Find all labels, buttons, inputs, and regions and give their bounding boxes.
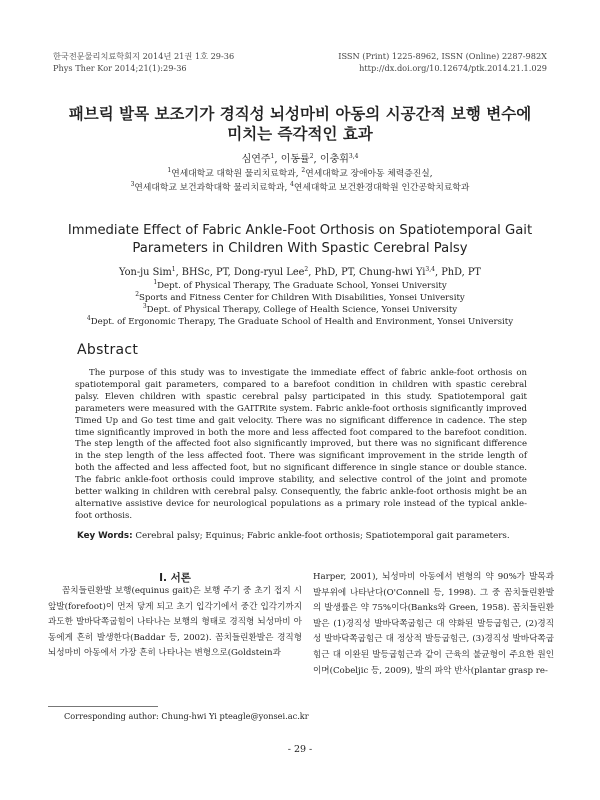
affil-sup: 1 [153,279,158,286]
corresponding-author-footnote: Corresponding author: Chung-hwi Yi pteagle@yonsei.ac.kr [64,711,309,721]
english-title [0,222,600,258]
intro-right-column: Harper, 2001), 뇌성마비 아동에서 변형의 약 90%가 발목과 발부위에 나타난다(O'Connell 등, 1998). 그 중 꼼치들린환발의 발생률은 약 75%이다(Banks와 Green, 1958). 꼼치들린환발은 (1)경직성 발바닥쪽굽힘근 대 약화된 발등굽힘근, (2)경직성 발바닥쪽굽힘근 대 정상적 발등굽힘근, (3)경직성 발바닥쪽굽힘근 대 이완된 발등굽힘근과 같이 근육의 불균형이 주요한 원인이며(Cobeljic 등, 2009), 발의 파악 반사(plantar grasp re- [313,572,554,676]
keywords [77,530,527,542]
affil-sup: 1 [167,167,172,174]
author-3-degrees: , PhD, PT [434,267,481,278]
english-authors [0,266,600,280]
affil-text: Dept. of Physical Therapy, The Graduate School, Yonsei University [157,281,447,291]
issn-line: ISSN (Print) 1225-8962, ISSN (Online) 2287-982X [338,51,547,61]
author-1-sup: 1 [270,153,275,160]
korean-affil-line1 [0,167,600,181]
affil-sup: 4 [290,181,294,188]
author-2-sup: 2 [309,153,314,160]
affil-text: Sports and Fitness Center for Children With Disabilities, Yonsei University [139,293,465,303]
author-3-sup: 3,4 [348,153,359,160]
affil-text: 연세대학교 대학원 물리치료학과, [171,169,302,179]
footnote-divider [48,706,158,707]
english-author-3: Chung-hwi Yi [359,267,426,278]
english-author-2: Dong-ryul Lee [233,267,305,278]
page-number: - 29 - [287,744,313,755]
affil-sup: 2 [301,167,306,174]
journal-citation-english: Phys Ther Kor 2014;21(1):29-36 [53,63,187,73]
author-2-degrees: , PhD, PT, [308,267,360,278]
korean-authors: 심연주$^1$, 이동률$^2$, 이충휘$^{3,4}$ [241,153,359,165]
korean-title-line2: 미치는 즉각적인 효과 [227,125,373,143]
section-heading-introduction: Ⅰ. 서론 [159,572,191,584]
affil-text: Dept. of Ergonomic Therapy, The Graduate School of Health and Environment, Yonsei University [90,317,514,327]
korean-affil-line2 [0,181,600,195]
english-affil-1 [0,280,600,292]
doi-link[interactable]: http://dx.doi.org/10.12674/ptk.2014.21.1.029 [359,63,547,73]
intro-left-column: 꼼치들린환발 보행(equinus gait)은 보행 주기 중 초기 접지 시 앞발(forefoot)이 먼저 닿게 되고 초기 입각기에서 중간 입각기까지 과도한 발바닥쪽굽힘이 나타나는 보행의 형태로 경직형 뇌성마비 아동에게 흔히 발생한다(Baddar 등, 2002). 꼼치들린환발은 경직형 뇌성마비 아동에서 가장 흔히 나타나는 변형으로(Goldstein과 [48,586,302,659]
english-affiliations [0,280,600,328]
affil-text: 연세대학교 보건환경대학원 인간공학치료학과 [293,183,470,193]
author-1-sup: 1 [171,266,176,273]
affil-sup: 3 [130,181,135,188]
keywords-list: Cerebral palsy; Equinus; Fabric ankle-foot orthosis; Spatiotemporal gait parameters. [132,531,510,541]
affil-sup: 2 [135,291,140,298]
affil-text: Dept. of Physical Therapy, College of Health Science, Yonsei University [146,305,458,315]
author-2-sup: 2 [304,266,309,273]
english-author-1: Yon-ju Sim [119,267,172,278]
affil-sup: 3 [142,303,147,310]
keywords-label: Key Words: [77,531,133,541]
korean-title [0,104,600,144]
korean-title-line1: 패브릭 발목 보조기가 경직성 뇌성마비 아동의 시공간적 보행 변수에 [68,105,532,123]
affil-sup: 4 [86,315,91,322]
abstract-body: The purpose of this study was to investigate the immediate effect of fabric ankle-foot orthosis on spatiotemporal gait parameters, compared to a barefoot condition in children with spastic cerebral palsy. Eleven children with spastic cerebral palsy participated in this study. Spatiotemporal gait parameters were measured with the GAITRite system. Fabric ankle-foot orthosis significantly improved Timed Up and Go test time and gait velocity. There was no significant difference in cadence. The step time significantly improved in both the more and less affected foot compared to the barefoot condition. The step length of the affected foot also significantly improved, but there was no significant difference in the step length of the less affected foot. There was significant improvement in the stride length of both the affected and less affected foot, but no significant difference in single stance or double stance. The fabric ankle-foot orthosis could improve stability, and selective control of the joint and promote better walking in children with cerebral palsy. Consequently, the fabric ankle-foot orthosis might be an alternative assistive device for neurological populations as a primary role instead of the typical ankle-foot orthosis. [75,368,527,521]
english-affil-4 [0,316,600,328]
korean-author-3: 이충휘 [319,154,349,165]
journal-header-right [338,50,547,74]
english-title-line1: Immediate Effect of Fabric Ankle-Foot Orthosis on Spatiotemporal Gait [67,223,533,238]
english-title-line2: Parameters in Children With Spastic Cerebral Palsy [132,241,468,256]
korean-author-2: 이동률 [280,154,310,165]
affil-text: 연세대학교 장애아동 체력증진실, [305,169,433,179]
journal-citation-korean: 한국전문물리치료학회지 2014년 21권 1호 29-36 [53,51,235,61]
english-affil-2 [0,292,600,304]
author-3-sup: 3,4 [425,266,435,273]
author-1-degrees: , BHSc, PT, [175,267,234,278]
journal-header-left [53,50,234,74]
affil-text: 연세대학교 보건과학대학 물리치료학과, [134,183,291,193]
korean-author-1: 심연주 [241,154,271,165]
abstract-heading: Abstract [77,342,139,358]
korean-affiliations [0,167,600,195]
